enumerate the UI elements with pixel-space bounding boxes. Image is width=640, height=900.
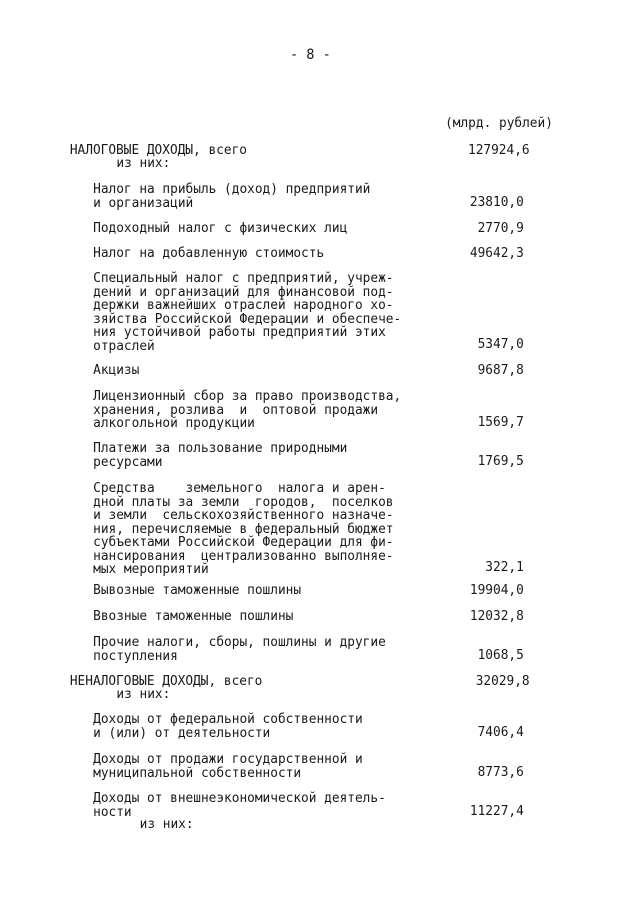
item-label: Средства земельного налога и арен- дной платы за земли городов, поселков и земли сельскохозяйственного назначе- ния, перечисляемые в федеральный бюджет субъектами Российской Федерации для фи- нансирования централизованно выполняе- мых мероприятий (93, 481, 394, 577)
item-value: 8773,6 (477, 765, 524, 780)
units-label: (млрд. рублей) (445, 116, 553, 131)
item-value: 11227,4 (469, 804, 524, 819)
item-value: 7406,4 (477, 725, 524, 740)
item-value: 1068,5 (477, 648, 524, 663)
item-value: 322,1 (485, 560, 524, 575)
item-label: Доходы от федеральной собственности и (или) от деятельности (93, 712, 363, 741)
non-tax-revenue-title: НЕНАЛОГОВЫЕ ДОХОДЫ, всего (69, 674, 263, 689)
trailing-subtitle: из них: (139, 817, 194, 832)
item-label: Ввозные таможенные пошлины (93, 609, 294, 624)
item-label: Налог на прибыль (доход) предприятий и организаций (93, 182, 371, 211)
item-value: 1769,5 (477, 454, 524, 469)
non-tax-revenue-total: 32029,8 (475, 674, 530, 689)
item-label: Акцизы (93, 363, 140, 378)
item-label: Платежи за пользование природными ресурсами (93, 441, 348, 470)
item-label: Специальный налог с предприятий, учреж- дений и организаций для финансовой под- держки важнейших отраслей народного хо- зяйства Российской Федерации и обеспече- ния устойчивой работы предприятий этих отраслей (93, 271, 402, 354)
item-value: 1569,7 (477, 415, 524, 430)
item-label: Вывозные таможенные пошлины (93, 583, 302, 598)
tax-revenue-total: 127924,6 (467, 143, 530, 158)
item-label: Прочие налоги, сборы, пошлины и другие поступления (93, 635, 386, 664)
non-tax-revenue-subtitle: из них: (116, 687, 171, 702)
item-label: Доходы от внешнеэкономической деятель- ности (93, 791, 386, 820)
item-value: 19904,0 (469, 583, 524, 598)
item-label: Подоходный налог с физических лиц (93, 221, 348, 236)
item-label: Доходы от продажи государственной и муниципальной собственности (93, 752, 363, 781)
item-value: 5347,0 (477, 337, 524, 352)
item-value: 23810,0 (469, 195, 524, 210)
tax-revenue-subtitle: из них: (116, 156, 171, 171)
tax-revenue-title: НАЛОГОВЫЕ ДОХОДЫ, всего (69, 143, 247, 158)
item-label: Лицензионный сбор за право производства, хранения, розлива и оптовой продажи алкогольной продукции (93, 389, 402, 431)
item-label: Налог на добавленную стоимость (93, 246, 325, 261)
item-value: 2770,9 (477, 221, 524, 236)
page-number: - 8 - (289, 47, 331, 63)
item-value: 9687,8 (477, 363, 524, 378)
item-value: 49642,3 (469, 246, 524, 261)
item-value: 12032,8 (469, 609, 524, 624)
